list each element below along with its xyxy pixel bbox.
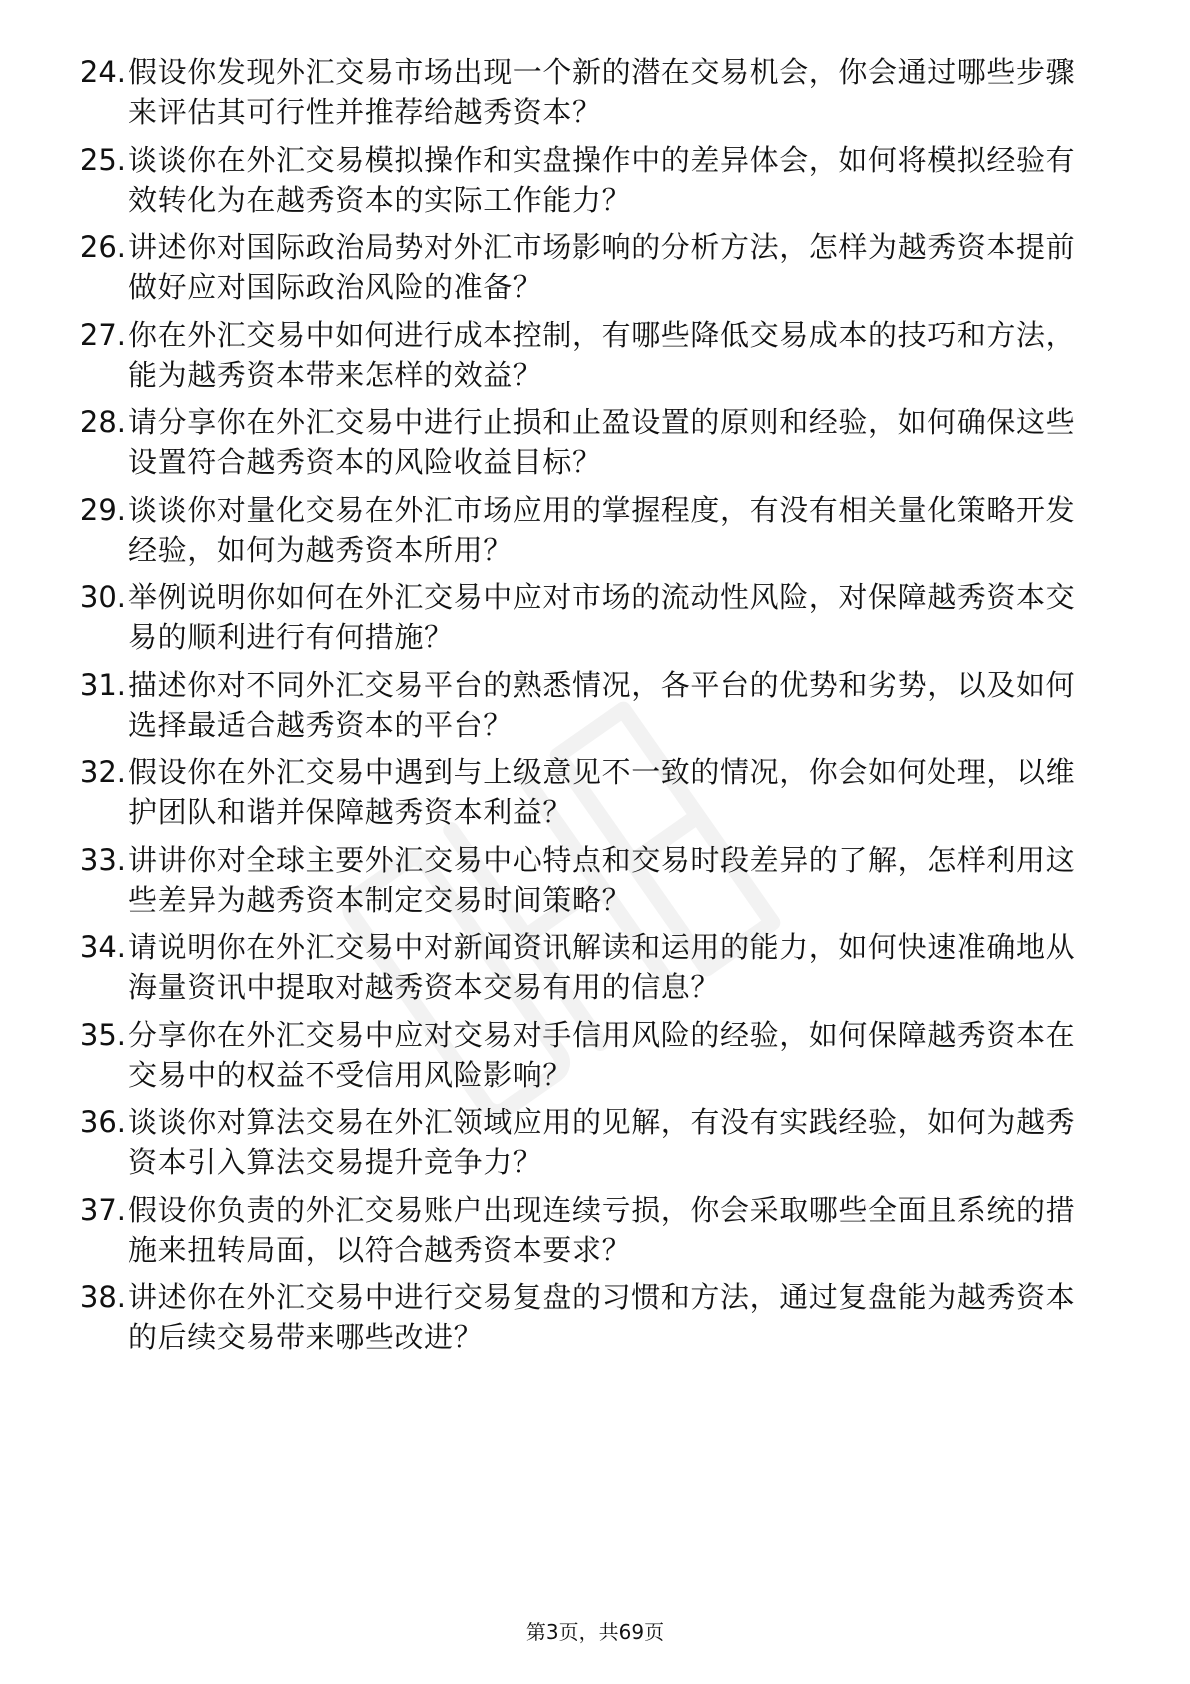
question-number: 31. bbox=[79, 667, 126, 702]
question-number: 24. bbox=[79, 55, 126, 89]
question-item bbox=[56, 927, 1106, 1015]
question-item bbox=[56, 1015, 1106, 1103]
question-number: 37. bbox=[79, 1192, 126, 1227]
question-number: 26. bbox=[79, 230, 126, 264]
question-list bbox=[56, 52, 1106, 1365]
question-text: 讲述你在外汇交易中进行交易复盘的习惯和方法，通过复盘能为越秀资本的后续交易带来哪些改进？ bbox=[128, 1280, 1076, 1354]
question-text: 谈谈你对算法交易在外汇领域应用的见解，有没有实践经验，如何为越秀资本引入算法交易提升竞争力？ bbox=[128, 1105, 1076, 1179]
question-item bbox=[56, 52, 1106, 140]
question-item bbox=[56, 752, 1106, 840]
question-item bbox=[56, 227, 1106, 315]
question-text: 讲述你对国际政治局势对外汇市场影响的分析方法，怎样为越秀资本提前做好应对国际政治风险的准备？ bbox=[128, 230, 1076, 304]
question-text: 假设你负责的外汇交易账户出现连续亏损，你会采取哪些全面且系统的措施来扭转局面，以符合越秀资本要求？ bbox=[128, 1192, 1076, 1267]
question-number: 25. bbox=[79, 142, 126, 177]
question-text: 举例说明你如何在外汇交易中应对市场的流动性风险，对保障越秀资本交易的顺利进行有何措施？ bbox=[128, 580, 1076, 654]
question-number: 38. bbox=[79, 1280, 126, 1314]
question-number: 29. bbox=[79, 492, 126, 527]
question-text: 你在外汇交易中如何进行成本控制，有哪些降低交易成本的技巧和方法，能为越秀资本带来怎样的效益？ bbox=[128, 317, 1076, 392]
question-text: 假设你在外汇交易中遇到与上级意见不一致的情况，你会如何处理，以维护团队和谐并保障越秀资本利益？ bbox=[128, 755, 1076, 829]
question-number: 28. bbox=[79, 405, 126, 439]
page-number-label: 第3页，共69页 bbox=[525, 1620, 665, 1644]
page-footer bbox=[0, 1618, 1190, 1646]
question-number: 34. bbox=[79, 930, 126, 964]
question-text: 谈谈你对量化交易在外汇市场应用的掌握程度，有没有相关量化策略开发经验，如何为越秀资本所用？ bbox=[128, 492, 1076, 567]
question-number: 36. bbox=[79, 1105, 126, 1139]
question-text: 请分享你在外汇交易中进行止损和止盈设置的原则和经验，如何确保这些设置符合越秀资本的风险收益目标？ bbox=[128, 405, 1076, 479]
question-item bbox=[56, 665, 1106, 753]
question-item bbox=[56, 577, 1106, 665]
question-item bbox=[56, 490, 1106, 578]
question-text: 谈谈你在外汇交易模拟操作和实盘操作中的差异体会，如何将模拟经验有效转化为在越秀资本的实际工作能力？ bbox=[128, 142, 1076, 217]
question-item bbox=[56, 140, 1106, 228]
question-text: 讲讲你对全球主要外汇交易中心特点和交易时段差异的了解，怎样利用这些差异为越秀资本制定交易时间策略？ bbox=[128, 842, 1076, 917]
question-text: 请说明你在外汇交易中对新闻资讯解读和运用的能力，如何快速准确地从海量资讯中提取对越秀资本交易有用的信息？ bbox=[128, 930, 1076, 1004]
question-text: 假设你发现外汇交易市场出现一个新的潜在交易机会，你会通过哪些步骤来评估其可行性并推荐给越秀资本？ bbox=[128, 55, 1076, 129]
question-number: 35. bbox=[79, 1017, 126, 1052]
question-item bbox=[56, 315, 1106, 403]
question-item bbox=[56, 1190, 1106, 1278]
question-number: 27. bbox=[79, 317, 126, 352]
question-number: 32. bbox=[79, 755, 126, 789]
question-item bbox=[56, 402, 1106, 490]
question-text: 分享你在外汇交易中应对交易对手信用风险的经验，如何保障越秀资本在交易中的权益不受信用风险影响？ bbox=[128, 1017, 1076, 1092]
question-number: 33. bbox=[79, 842, 126, 877]
question-number: 30. bbox=[79, 580, 126, 614]
question-item bbox=[56, 1277, 1106, 1365]
question-text: 描述你对不同外汇交易平台的熟悉情况，各平台的优势和劣势，以及如何选择最适合越秀资本的平台？ bbox=[128, 667, 1076, 742]
question-item bbox=[56, 840, 1106, 928]
question-item bbox=[56, 1102, 1106, 1190]
